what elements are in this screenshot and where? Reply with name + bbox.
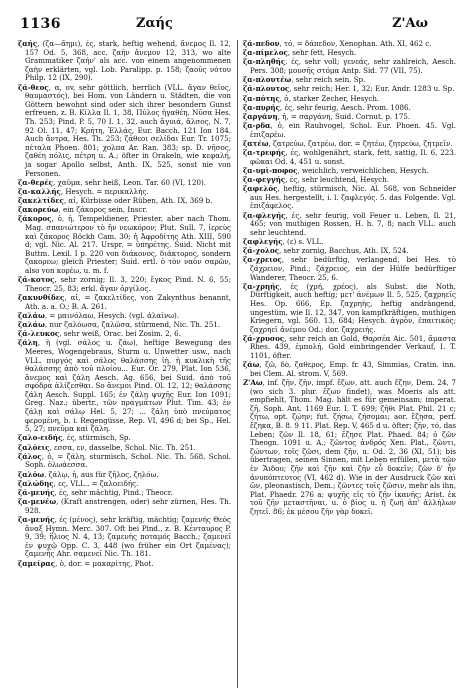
dictionary-entry: ζα-πίμελος, sehr fett, Hesych. <box>243 48 357 58</box>
headword: ζα-πλουτέω <box>243 75 292 85</box>
headword: ζά-πεδον <box>243 40 280 48</box>
dictionary-entry: ζα-υμὶ-ποφος, weichlich, verweichlichen, Hesych. <box>243 165 429 175</box>
dictionary-entry: ζαλάω, = μαινόλαω, Hesych. (vgl. ἁλαίνω). <box>18 310 180 320</box>
entry-definition: ές (χρή, χρέος), als Subst. die Noth, Dürftigkeit, auch heftig; μετ' ἀνέμων Il. 5, 525, ζαχρηεῖς Hes. Op. 666, Ep. ζαχρηὴς, heftig andrängend, ungestüm, wie Il. 12, 347, von kampfkräftigen, muthigen Kriegern, vgl. 560. 13, 684; Hesych. ἀγρὸν, ἐπαιτικὸς; ζαχρηεῖ ἀνέμου Od.; dor. ζαχρειής. <box>250 281 456 334</box>
entry-definition: ζῶ, δὸ, ζαθερος, Emp. fr. 43, Simmias, Cratin. inn. bei Clem. Al. strom. V, 569. <box>250 360 456 378</box>
dictionary-entry: ζάω, ζῶ, δὸ, ζαθερος, Emp. fr. 43, Simmias, Cratin. inn. bei Clem. Al. strom. V, 569. <box>243 360 456 378</box>
headword: ζα-πυρής <box>243 102 280 112</box>
text-columns <box>18 40 458 688</box>
headword: ζακορεύω <box>18 205 59 215</box>
page-number: 1136 <box>20 16 61 32</box>
headword: ζα-χρειος <box>243 255 282 265</box>
headword: ζαμείρας <box>18 558 56 568</box>
headword: ζα-τρεφής <box>243 148 286 158</box>
headword: ζά-χολος <box>243 246 280 256</box>
right-guide-word: Ζ'Αω <box>392 16 428 31</box>
left-column <box>18 40 231 688</box>
dictionary-entry: ζα-χρειος, sehr bedürftig, verlangend, bei Hes. τὸ ζάχρειον, Pind.; ζάχρειος, ein der Hülfe bedürftiger Wanderer, Theocr. 25, 6. <box>243 255 456 282</box>
headword: ζαλώδης <box>18 478 54 488</box>
dictionary-entry: ζα-θερές, χαῦμα, sehr heiß, Leon. Tar. 60 (VI, 120). <box>18 177 206 187</box>
dictionary-entry: ζάλος, ὁ, = ζάλη, sturmisch, Schol. Nic. Th. 568, Schol. Soph. ὀλωάεσσα. <box>18 451 231 470</box>
dictionary-entry: ζα-χρηής, ές (χρή, χρέος), als Subst. die Noth, Dürftigkeit, auch heftig; μετ' ἀνέμων Il. 5, 525, ζαχρηεῖς Hes. Op. 666, Ep. ζαχρηὴς, heftig andrängend, ungestüm, wie Il. 12, 347, von kampfkräftigen, muthigen Kriegern, vgl. 560. 13, 684; Hesych. ἀγρὸν, ἐπαιτικὸς; ζαχρηεῖ ἀνέμου Od.; dor. ζαχρειής. <box>243 281 456 334</box>
headword: ζα-καλλής <box>18 186 61 196</box>
headword: ζα-θερές <box>18 177 53 187</box>
dictionary-entry: ζαλώδης, ες, VLL., = ζαλοειδής. <box>18 478 139 488</box>
dictionary-entry: ζά-μενής, ές, sehr mächtig, Pind.; Theocr. <box>18 487 173 497</box>
headword: ζα-φλεγής <box>243 210 286 220</box>
dictionary-entry: ζατέω, ζατρεύω, ζατρέω, dor. = ζητέω, ζητρεύω, ζητρεῖν. <box>243 138 453 148</box>
entry-definition: ὁ, ein Raubvogel, Schol. Eur. Phoen. 45. Vgl. ἐπιζαρέω. <box>250 121 456 139</box>
headword: ζα-υμὶ-ποφος <box>243 165 298 175</box>
entry-definition: sehr fett, Hesych. <box>292 48 357 58</box>
entry-definition: sehr reich sein, Sp. <box>295 75 366 85</box>
entry-definition: ὁ, ἡ, Tempeldiener, Priester, aber nach Thom. Mag. σπανιώτερον τὸ ἥν νεωκόρον; Plut. Sull. 7, ἱερεὺς καὶ ζάκορος Böckh Cam. 30; ἡ Ἀφροδίτης Ath. XIII, 590 d; vgl. Nic. Al. 217. Urspr. = ὑπηρέτης. Suid. Nicht mit Buttm. Lexil. I p. 220 von διάκονος, διάκτορος, sondern ζακορεω; gleich Priester; Suid. ertl. ὁ τὸν ναὸν σαρῶν, also von κορέω, u. m. f. <box>25 214 231 275</box>
dictionary-page <box>18 14 458 690</box>
dictionary-entry: ζά-χρυσος, sehr reich an Gold, Θαρσέα Aic. 501, ἄμαστα Rhes. 439, ἐμπολή, Gold einbringender Verkauf, I. T. 1101, öfter. <box>243 333 456 361</box>
entry-definition: Hesych. = περικαλλής. <box>65 186 149 196</box>
headword: ζαφελός <box>243 184 278 194</box>
dictionary-entry: ζα-φεγγής, ές, sehr leuchtend, Hesych. <box>243 175 389 185</box>
entry-definition: αἱ, Kürbisse oder Rüben, Ath. IX, 369 b. <box>68 196 213 206</box>
headword: ζαλάω <box>18 319 45 329</box>
entry-definition: = μαινόλαω, Hesych. (vgl. ἁλαίνω). <box>49 310 180 320</box>
entry-definition: ὁ, starker Zecher, Hesych. <box>284 93 380 103</box>
entry-definition: ές, sehr voll; γενεάς, sehr zahlreich, Aesch. Pers. 308; μουσῆς στόμα Antp. Sid. 77 (VII, 75). <box>250 57 456 75</box>
entry-definition: sehr zornig; Il. 3, 220; ἔγκος Pind. N. 6, 55; Theocr. 25, 83; erkl. ἄγαν ὀργίλος. <box>25 275 231 293</box>
headword: ζαλόεις <box>18 442 50 452</box>
dictionary-entry: ζαργάνη, ἡ, = σαργάνη, Suid. Cornut. p. 175. <box>243 111 411 121</box>
entry-definition: inf. ζῆν, ζῆν, impf. ἔζων, att. auch ἔζην, Dem. 24, 7 (wo sich 3. plur. ἔζων findet), was Moeris als att. empfiehlt, Thom. Mag. hält es für gemeinsam; imperat. ζῆ, Soph. Ant. 1169 Eur. I. T. 699; ζῆθι Plat. Phil. 21 c; ζήτω, opt. ζῴην; fut. ζήσω, ζήσομαι; aor. ἔζησα, perf. ἔζηκα, B. 8. 9 11. Plat. Rep. V, 465 d u. öfter; ζῆν, τό, das Leben; ζῶν Il. 18, 61; ἔζησε Plat. Phaed. 84; ὁ ζῶν Theogn. 1091 u. A.; ζῶντος ἀνδρός Xen. Plat., ζῶντι, ζώντων, τοῖς ζῶσι, dem ζῆν, u. Od. 2, 36 (XI, 51); bis übertragen, seinen Sinnen, mit Leben erfüllen, μετὰ τῶν ἐν Ἅιδου; ζῆν καὶ ζῆν καὶ ζῆν εὖ δοκεῖν; ζῶν δ' ἦν ἀνυπόπτευτος (VI, 462 d). Wie in der Ausdruck ζῶν καὶ ὤν, pleonastisch, Dem.; ζῶντες τοῖς ζῶσιν, mehr als ihn, Plat. Phaedr. 276 a; ψυχῆς εἰς τὸ ζῆν ἱκανῆς; Arist. ἐκ τοῦ ζῆν μεταστῆναι, u. ὁ βίος u. ἡ ζωή ἀπ' ἀλλήλων ζητεῖ. 86; ἐκ μέσου ζῆν γὰρ δοκεῖ. <box>250 378 456 516</box>
headword: Ζ'Αω <box>243 378 263 388</box>
entry-definition: ες, VLL., = ζαλοειδής. <box>58 478 139 488</box>
entry-definition: (ε) s. VLL. <box>287 236 324 246</box>
headword: ζα-πληθής <box>243 57 286 67</box>
entry-definition: ἡ (vgl. σάλος u. ζάω), heftige Bewegung des Meeres, Wogengebraus, Sturm u. Unwetter usw., nach VLL. πυργός καὶ σάλος θαλάσσης ἰὴ. ἡ κυκλικὴ τῆς θαλάσσης ἀπὸ τοῦ πλοίου... Eur. Or. 279, Plat. Ion 536, ἄνεμος καὶ ζάλη Aesch. Ag. 656, bei Suid. ἀπὸ τοῦ σφόδρα ἀλίζεσθαι. So ἄνεμοι Pind. Ol. 12, 12; θαλάσσης ζάλη Aesch. Suppl. 165; ἐν ζάλῃ ψυχῆς Eur. Ion 1091; Greg. Naz.; übertr., τῶν πραγμάτων Plut. Tim. 43; ἐν ζάλῃ καὶ σάλῳ Hel. 5, 27; ... ζάλη ὑπὸ πνεύματος φερομένη, b. i. Regengüsse, Rep. VI, 496 d; bei Sp., Hel. 5, 27; πνεῦμα καὶ ζάλη. <box>25 338 231 434</box>
entry-definition: α, ov, sehr göttlich, herrlich (VLL. ἄγαν θεῖος, θαυμαστός), bei Hom. von Ländern u. Städten, die von Göttern bewohnt sind oder sich ihrer besondern Gunst erfreuen, z. B. Κίλλα Il. 1, 38, Πύλος ἠγαθέη, Νῦσα Hes. Th. 253; Pind. P. 5, 70 I. 1, 32, auch ἄγυιά, ἄλσος, N. 7, 92 Ol. 11, 47; Κρήτη, Ἑλλάς, Eur. Bacch. 121 Ion 184. Auch ἄντρα, Hes. Th. 253; ζάθεοι σελίδαι Eur. Tr. 1075; πέταλα Phoen. 801; χολπα Ar. Ran. 383; sp. D. νῆσος, ζαθέη πόλις, πέτρη u. A.; öfter in Orakeln, wie κεφαλή, ja sogar Apollo selbst, Anth. IX, 525, sonst nie von Personen. <box>25 82 231 178</box>
entry-definition: ein ζάκορος sein, Inscr. <box>62 205 148 215</box>
headword: ζα-φεγγής <box>243 175 286 185</box>
entry-definition: (ζα—ἄημι), ές, stark, heftig wehend, ἄνεμος Il. 12, 157 Od. 5, 368, acc. ζαῆν ἄνεμον 12, 313, wo alte Grammatiker ζαήν' als acc. von einem angenommenen ζαὴν erklärten, vgl. Lob. Paralipp. p. 158; ζαοῦς νότου Philp. 12 (IX, 290). <box>25 40 231 83</box>
entry-definition: εσσα, εν, dasselbe, Schol. Nic. Th. 251. <box>53 442 196 452</box>
entry-definition: ές, sehr feurig, voll Feuer u. Leben, Il. 21, 465; von muthigen Rossen, H. h. 7, 8; nach VLL. auch sehr leuchtend. <box>250 210 456 237</box>
headword: ζά-θεος <box>18 82 49 92</box>
headword: ζα-χρηής <box>243 281 280 291</box>
dictionary-entry: ζαλόω, ζάλῳ, ἡ, aus für ζῆλος, ζηλόω. <box>18 469 159 479</box>
dictionary-entry: ζα-καλλής, Hesych. = περικαλλής. <box>18 186 149 196</box>
entry-definition: heftig, stürmisch, Nic. Al. 568, von Schneider aus Hes. hergestellt, i. l. ζαφλεγός. 5. das Folgende. Vgl. ἐπιζάφελος. <box>250 184 456 211</box>
dictionary-entry: ζαής, (ζα—ἄημι), ές, stark, heftig wehend, ἄνεμος Il. 12, 157 Od. 5, 368, acc. ζαῆν ἄνεμον 12, 313, wo alte Grammatiker ζαήν' als acc. von einem angenommenen ζαὴν erklärten, vgl. Lob. Paralipp. p. 158; ζαοῦς νότου Philp. 12 (IX, 290). <box>18 40 231 83</box>
right-column <box>243 40 456 688</box>
dictionary-entry: ζαλο-ειδής, ές, stürmisch, Sp. <box>18 433 131 443</box>
headword: ζακυνθίδες <box>18 292 65 302</box>
dictionary-entry: ζακυνθίδες, αἱ, = ζακελτίδες, von Zakynthus benannt, Ath. a. a. O.; B. A. 261. <box>18 292 231 311</box>
dictionary-entry: ζά-θεος, α, ov, sehr göttlich, herrlich (VLL. ἄγαν θεῖος, θαυμαστός), bei Hom. von Ländern u. Städten, die von Göttern bewohnt sind oder sich ihrer besondern Gunst erfreuen, z. B. Κίλλα Il. 1, 38, Πύλος ἠγαθέη, Νῦσα Hes. Th. 253; Pind. P. 5, 70 I. 1, 32, auch ἄγυιά, ἄλσος, N. 7, 92 Ol. 11, 47; Κρήτη, Ἑλλάς, Eur. Bacch. 121 Ion 184. Auch ἄντρα, Hes. Th. 253; ζάθεοι σελίδαι Eur. Tr. 1075; πέταλα Phoen. 801; χολπα Ar. Ran. 383; sp. D. νῆσος, ζαθέη πόλις, πέτρη u. A.; öfter in Orakeln, wie κεφαλή, ja sogar Apollo selbst, Anth. IX, 525, sonst nie von Personen. <box>18 82 231 178</box>
headword: ζαλάω <box>18 310 45 320</box>
entry-definition: ές, wohlgenährt, stark, fett, sattig, Il. 6, 223. φῶκαι Od. 4, 451 u. sonst. <box>250 148 456 166</box>
dictionary-entry: ζα-πλουτέω, sehr reich sein, Sp. <box>243 75 366 85</box>
headword: ζάλη <box>18 338 38 348</box>
entry-definition: ὁ, = ζάλη, sturmisch, Schol. Nic. Th. 568, Schol. Soph. ὀλωάεσσα. <box>25 451 231 470</box>
entry-definition: ές, sehr mächtig, Pind.; Theocr. <box>59 487 173 497</box>
headword: ζά-κοτος <box>18 275 55 285</box>
entry-definition: sehr zornig, Bacchus, Ath. IX, 524. <box>283 246 409 256</box>
headword: ζαργάνη <box>243 111 278 121</box>
running-header <box>18 14 458 36</box>
dictionary-entry: ζά-λευκος, sehr weiß, Orac. bei Zosim. 2, 6. <box>18 329 181 339</box>
dictionary-entry: ζα-ρδα, ὁ, ein Raubvogel, Schol. Eur. Phoen. 45. Vgl. ἐπιζαρέω. <box>243 121 456 139</box>
dictionary-entry: ζά-χολος, sehr zornig, Bacchus, Ath. IX, 524. <box>243 246 409 256</box>
dictionary-entry: ζα-μενής, ές (μένος), sehr kräftig, mächtig; ζαμενής Θεὸς ἄναξ Hymn. Merc. 307. Oft bei Pind., z. B. Κένταυρος P. 9, 39; ἥλιος N. 4, 13; ζαμενὴς ποταμός Bacch.; ζαμενεῖ ἐν ψυχῷ Opp. C. 3, 448 (wo früher ein Ort ζαμένας); ζαμενὴς Ahr. σαμενεῖ Nic. Th. 181. <box>18 514 231 559</box>
headword: ζά-πλουτος <box>243 84 290 94</box>
entry-definition: τό, = δάπεδον, Xenophan. Ath. XI, 462 c. <box>284 40 432 48</box>
entry-definition: sehr reich; Her. 1, 32; Eur. Andr. 1283 u. Sp. <box>293 84 455 94</box>
headword: ζαής <box>18 40 38 48</box>
entry-definition: ὁ, dor. = μακαρίτης, Phot. <box>59 558 154 568</box>
headword: ζα-μενής <box>18 514 55 524</box>
left-guide-word: Ζαής <box>136 16 173 31</box>
dictionary-entry: ζαφελός, heftig, stürmisch, Nic. Al. 568, von Schneider aus Hes. hergestellt, i. l. ζαφλεγός. 5. das Folgende. Vgl. ἐπιζάφελος. <box>243 184 456 211</box>
entry-definition: ές, sehr feurig, Aesch. Prom. 1086. <box>284 102 411 112</box>
dictionary-entry: ζαφλεγής, (ε) s. VLL. <box>243 236 324 246</box>
headword: ζάω <box>243 360 260 370</box>
entry-definition: sehr weiß, Orac. bei Zosim. 2, 6. <box>63 329 181 339</box>
dictionary-entry: ζάκορος, ὁ, ἡ, Tempeldiener, Priester, aber nach Thom. Mag. σπανιώτερον τὸ ἥν νεωκόρον; Plut. Sull. 7, ἱερεὺς καὶ ζάκορος Böckh Cam. 30; ἡ Ἀφροδίτης Ath. XIII, 590 d; vgl. Nic. Al. 217. Urspr. = ὑπηρέτης. Suid. Nicht mit Buttm. Lexil. I p. 220 von διάκονος, διάκτορος, sondern ζακορεω; gleich Priester; Suid. ertl. ὁ τὸν ναὸν σαρῶν, also von κορέω, u. m. f. <box>18 214 231 275</box>
dictionary-entry: ζαλάω, nur ζαλόωσα, ζαλῶσα, stürmend, Nic. Th. 251. <box>18 319 221 329</box>
headword: ζακελτίδες <box>18 196 64 206</box>
dictionary-entry: ζά-κοτος, sehr zornig; Il. 3, 220; ἔγκος Pind. N. 6, 55; Theocr. 25, 83; erkl. ἄγαν ὀργίλος. <box>18 275 231 293</box>
entry-definition: sehr reich an Gold, Θαρσέα Aic. 501, ἄμαστα Rhes. 439, ἐμπολή, Gold einbringender Verkauf, I. T. 1101, öfter. <box>250 333 456 361</box>
entry-definition: ζάλῳ, ἡ, aus für ζῆλος, ζηλόω. <box>48 469 159 479</box>
dictionary-entry: ζα-πότης, ὁ, starker Zecher, Hesych. <box>243 93 380 103</box>
entry-definition: ζατρεύω, ζατρέω, dor. = ζητέω, ζητρεύω, ζητρεῖν. <box>273 138 453 148</box>
dictionary-entry: ζακορεύω, ein ζάκορος sein, Inscr. <box>18 205 148 215</box>
dictionary-entry: Ζ'Αω, inf. ζῆν, ζῆν, impf. ἔζων, att. auch ἔζην, Dem. 24, 7 (wo sich 3. plur. ἔζων findet), was Moeris als att. empfiehlt, Thom. Mag. hält es für gemeinsam; imperat. ζῆ, Soph. Ant. 1169 Eur. I. T. 699; ζῆθι Plat. Phil. 21 c; ζήτω, opt. ζῴην; fut. ζήσω, ζήσομαι; aor. ἔζησα, perf. ἔζηκα, B. 8. 9 11. Plat. Rep. V, 465 d u. öfter; ζῆν, τό, das Leben; ζῶν Il. 18, 61; ἔζησε Plat. Phaed. 84; ὁ ζῶν Theogn. 1091 u. A.; ζῶντος ἀνδρός Xen. Plat., ζῶντι, ζώντων, τοῖς ζῶσι, dem ζῆν, u. Od. 2, 36 (XI, 51); bis übertragen, seinen Sinnen, mit Leben erfüllen, μετὰ τῶν ἐν Ἅιδου; ζῆν καὶ ζῆν καὶ ζῆν εὖ δοκεῖν; ζῶν δ' ἦν ἀνυπόπτευτος (VI, 462 d). Wie in der Ausdruck ζῶν καὶ ὤν, pleonastisch, Dem.; ζῶντες τοῖς ζῶσιν, mehr als ihn, Plat. Phaedr. 276 a; ψυχῆς εἰς τὸ ζῆν ἱκανῆς; Arist. ἐκ τοῦ ζῆν μεταστῆναι, u. ὁ βίος u. ἡ ζωή ἀπ' ἀλλήλων ζητεῖ. 86; ἐκ μέσου ζῆν γὰρ δοκεῖ. <box>243 378 456 516</box>
column-divider <box>237 40 238 688</box>
headword: ζα-πίμελος <box>243 48 288 58</box>
entry-definition: weichlich, verweichlichen, Hesych. <box>302 165 429 175</box>
headword: ζαφλεγής <box>243 236 283 246</box>
headword: ζαλόω <box>18 469 45 479</box>
entry-definition: αἱ, = ζακελτίδες, von Zakynthus benannt, Ath. a. a. O.; B. A. 261. <box>25 292 231 311</box>
headword: ζάλος <box>18 451 42 461</box>
headword: ζαλο-ειδής <box>18 433 63 443</box>
dictionary-entry: ζα-πυρής, ές, sehr feurig, Aesch. Prom. 1086. <box>243 102 411 112</box>
headword: ζά-χρυσος <box>243 333 285 343</box>
headword: ζα-μενέω <box>18 497 57 507</box>
dictionary-entry: ζάλη, ἡ (vgl. σάλος u. ζάω), heftige Bewegung des Meeres, Wogengebraus, Sturm u. Unwetter usw., nach VLL. πυργός καὶ σάλος θαλάσσης ἰὴ. ἡ κυκλικὴ τῆς θαλάσσης ἀπὸ τοῦ πλοίου... Eur. Or. 279, Plat. Ion 536, ἄνεμος καὶ ζάλη Aesch. Ag. 656, bei Suid. ἀπὸ τοῦ σφόδρα ἀλίζεσθαι. So ἄνεμοι Pind. Ol. 12, 12; θαλάσσης ζάλη Aesch. Suppl. 165; ἐν ζάλῃ ψυχῆς Eur. Ion 1091; Greg. Naz.; übertr., τῶν πραγμάτων Plut. Tim. 43; ἐν ζάλῃ καὶ σάλῳ Hel. 5, 27; ... ζάλη ὑπὸ πνεύματος φερομένη, b. i. Regengüsse, Rep. VI, 496 d; bei Sp., Hel. 5, 27; πνεῦμα καὶ ζάλη. <box>18 338 231 434</box>
dictionary-entry: ζαμείρας, ὁ, dor. = μακαρίτης, Phot. <box>18 558 154 568</box>
entry-definition: (Kraft anstrengen, oder) sehr zürnen, Hes. Th. 928. <box>25 497 231 515</box>
dictionary-entry: ζα-πληθής, ές, sehr voll; γενεάς, sehr zahlreich, Aesch. Pers. 308; μουσῆς στόμα Antp. Sid. 77 (VII, 75). <box>243 57 456 75</box>
headword: ζα-πότης <box>243 93 280 103</box>
entry-definition: ές (μένος), sehr kräftig, mächtig; ζαμενής Θεὸς ἄναξ Hymn. Merc. 307. Oft bei Pind., z. B. Κένταυρος P. 9, 39; ἥλιος N. 4, 13; ζαμενὴς ποταμός Bacch.; ζαμενεῖ ἐν ψυχῷ Opp. C. 3, 448 (wo früher ein Ort ζαμένας); ζαμενὴς Ahr. σαμενεῖ Nic. Th. 181. <box>25 514 231 559</box>
headword: ζάκορος <box>18 214 52 224</box>
headword: ζά-λευκος <box>18 329 60 339</box>
entry-definition: ές, sehr leuchtend, Hesych. <box>289 175 389 185</box>
dictionary-entry: ζα-φλεγής, ές, sehr feurig, voll Feuer u. Leben, Il. 21, 465; von muthigen Rossen, H. h. 7, 8; nach VLL. auch sehr leuchtend. <box>243 210 456 237</box>
entry-definition: nur ζαλόωσα, ζαλῶσα, stürmend, Nic. Th. 251. <box>49 319 221 329</box>
dictionary-entry: ζα-μενέω, (Kraft anstrengen, oder) sehr zürnen, Hes. Th. 928. <box>18 497 231 515</box>
entry-definition: ές, stürmisch, Sp. <box>66 433 131 443</box>
dictionary-entry: ζα-τρεφής, ές, wohlgenährt, stark, fett, sattig, Il. 6, 223. φῶκαι Od. 4, 451 u. sonst. <box>243 148 456 166</box>
entry-definition: χαῦμα, sehr heiß, Leon. Tar. 60 (VI, 120). <box>57 177 206 187</box>
headword: ζατέω <box>243 138 269 148</box>
headword: ζά-μενής <box>18 487 55 497</box>
dictionary-entry: ζά-πλουτος, sehr reich; Her. 1, 32; Eur. Andr. 1283 u. Sp. <box>243 84 455 94</box>
headword: ζα-ρδα <box>243 121 271 131</box>
entry-definition: ἡ, = σαργάνη, Suid. Cornut. p. 175. <box>282 111 411 121</box>
dictionary-entry: ζακελτίδες, αἱ, Kürbisse oder Rüben, Ath. IX, 369 b. <box>18 196 213 206</box>
entry-definition: sehr bedürftig, verlangend, bei Hes. τὸ ζάχρειον, Pind.; ζάχρειος, ein der Hülfe bedürftiger Wanderer, Theocr. 25, 6. <box>250 255 456 282</box>
dictionary-entry: ζαλόεις, εσσα, εν, dasselbe, Schol. Nic. Th. 251. <box>18 442 196 452</box>
dictionary-entry: ζά-πεδον, τό, = δάπεδον, Xenophan. Ath. XI, 462 c. <box>243 40 432 48</box>
